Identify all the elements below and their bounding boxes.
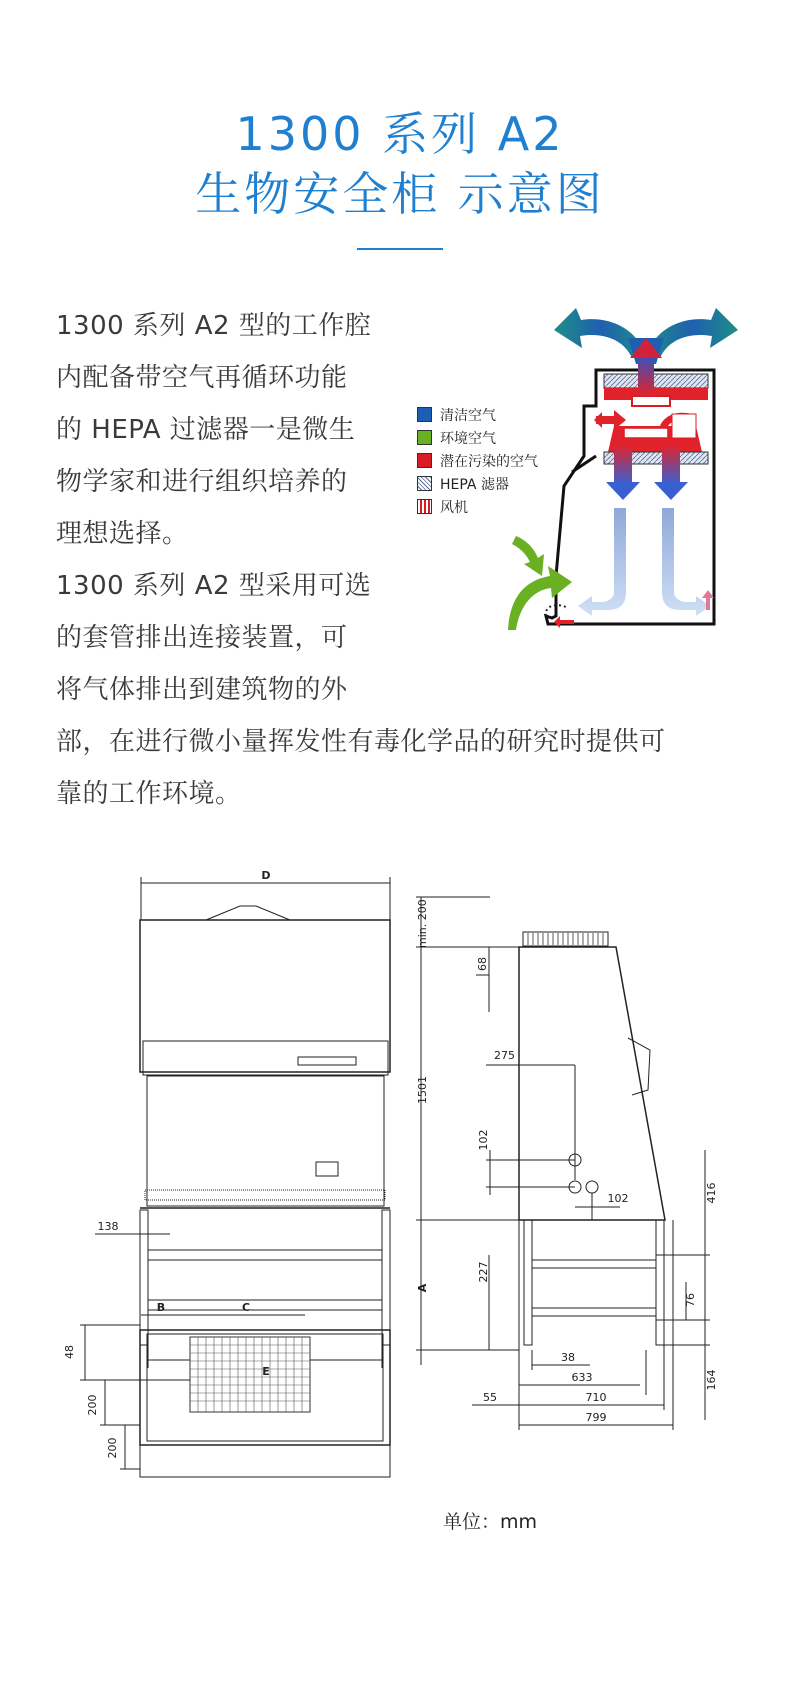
intro-line: 的套管排出连接装置，可 xyxy=(56,623,348,653)
ambient-air-swatch xyxy=(417,430,432,445)
dim-200-b: 200 xyxy=(106,1437,119,1459)
intake-arrow xyxy=(512,536,544,576)
dim-799: 799 xyxy=(585,1411,607,1424)
legend-item-fan: 风机 xyxy=(417,499,468,517)
page-title-line-2: 生物安全柜 示意图 xyxy=(195,167,605,221)
unit-label: 单位：mm xyxy=(443,1511,538,1533)
dim-1501: 1501 xyxy=(416,1076,429,1104)
dim-200-a: 200 xyxy=(86,1394,99,1416)
intro-line: 部，在进行微小量挥发性有毒化学品的研究时提供可 xyxy=(56,727,666,757)
legend-item-ambient-air: 环境空气 xyxy=(417,430,496,448)
intro-line: 理想选择。 xyxy=(56,519,189,549)
dim-D: D xyxy=(261,869,271,882)
intro-line: 的 HEPA 过滤器一是微生 xyxy=(56,415,356,445)
intro-line: 物学家和进行组织培养的 xyxy=(56,467,348,497)
dim-55: 55 xyxy=(483,1391,497,1404)
airflow-schematic xyxy=(496,286,796,686)
intro-line: 1300 系列 A2 型的工作腔 xyxy=(56,311,372,341)
dim-164: 164 xyxy=(705,1369,718,1391)
dim-B: B xyxy=(156,1301,166,1314)
dim-102-horizontal: 102 xyxy=(607,1192,629,1205)
title-divider xyxy=(357,248,443,250)
fan-swatch xyxy=(417,499,432,514)
dim-A: A xyxy=(416,1283,429,1293)
dim-E: E xyxy=(262,1365,270,1378)
intro-line: 将气体排出到建筑物的外 xyxy=(56,675,348,705)
clean-air-swatch xyxy=(417,407,432,422)
hepa-filter-swatch xyxy=(417,476,432,491)
intro-line: 1300 系列 A2 型采用可选 xyxy=(56,571,372,601)
dim-416: 416 xyxy=(705,1182,718,1204)
legend-item-contaminated-air: 潜在污染的空气 xyxy=(417,453,538,471)
dim-227: 227 xyxy=(477,1261,490,1283)
dim-633: 633 xyxy=(571,1371,593,1384)
dim-38: 38 xyxy=(561,1351,575,1364)
dim-68: 68 xyxy=(476,957,489,971)
intro-line: 内配备带空气再循环功能 xyxy=(56,363,348,393)
dim-76: 76 xyxy=(684,1293,697,1307)
legend-item-hepa: HEPA 滤器 xyxy=(417,476,509,494)
dim-min200: min. 200 xyxy=(416,899,429,948)
dim-275: 275 xyxy=(494,1049,515,1062)
dim-102-vertical: 102 xyxy=(477,1129,490,1151)
dim-C: C xyxy=(241,1301,251,1314)
front-view xyxy=(95,877,390,1368)
dim-138: 138 xyxy=(97,1220,119,1233)
contaminated-air-swatch xyxy=(417,453,432,468)
dim-710: 710 xyxy=(585,1391,607,1404)
intro-line: 靠的工作环境。 xyxy=(56,779,242,809)
cabinet-outline xyxy=(546,370,714,624)
legend-item-clean-air: 清洁空气 xyxy=(417,407,496,425)
page-title-line-1: 1300 系列 A2 xyxy=(235,107,565,161)
dim-48: 48 xyxy=(63,1345,76,1359)
technical-drawing xyxy=(0,860,800,1690)
top-view xyxy=(80,1315,390,1477)
